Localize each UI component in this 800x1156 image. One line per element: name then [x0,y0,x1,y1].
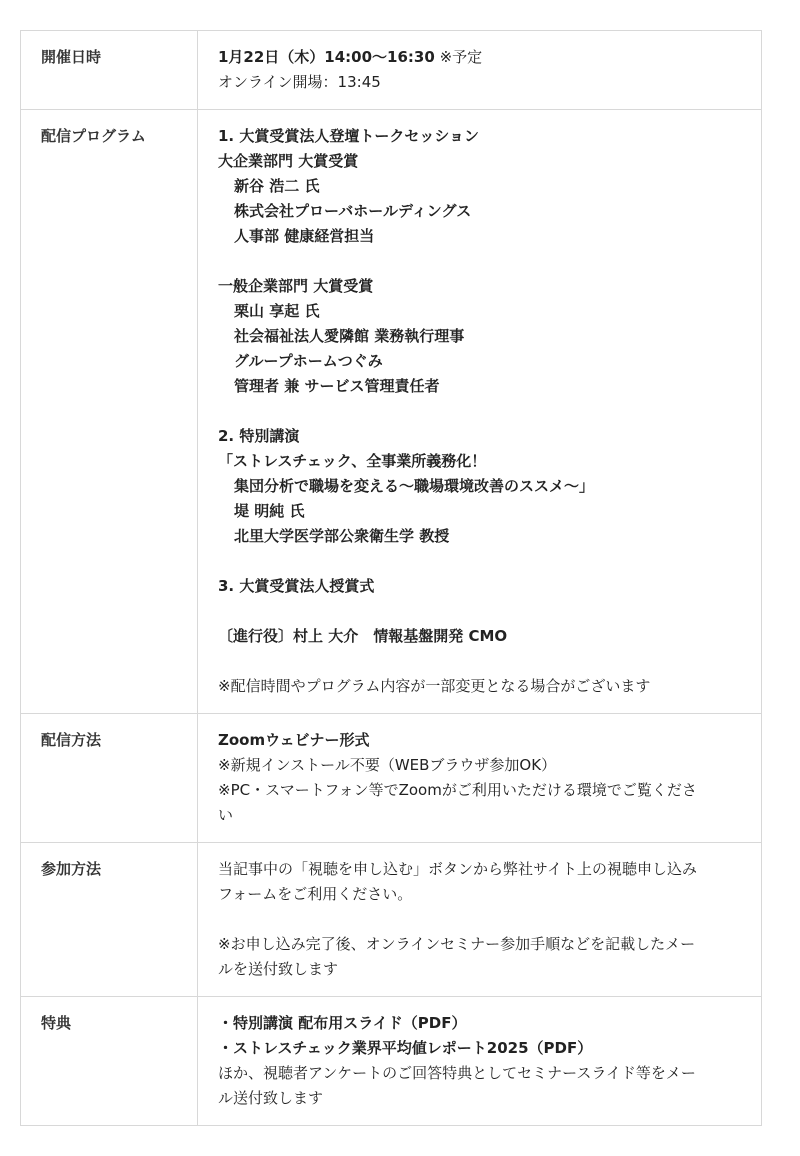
delivery-line: ※PC・スマートフォン等でZoomがご利用いただける環境でご覧くださ [218,781,697,799]
row-date-time [21,31,762,110]
row-value [198,31,762,110]
date-time-text: 1月22日（木）14:00〜16:30 [218,48,435,66]
date-line [218,45,741,70]
row-label: 配信方法 [21,714,198,843]
program-line: 2. 特別講演 [218,427,300,445]
program-spacer [218,599,741,624]
program-line: 北里大学医学部公衆衛生学 教授 [234,527,450,545]
participation-line: ルを送付致します [218,960,339,978]
program-line: 新谷 浩二 氏 [234,177,320,195]
row-delivery-method [21,714,762,843]
benefit-line: ル送付致します [218,1089,324,1107]
program-line: 株式会社プローバホールディングス [234,202,472,220]
program-line: 大企業部門 大賞受賞 [218,152,359,170]
program-line: 1. 大賞受賞法人登壇トークセッション [218,127,480,145]
opening-time-text: オンライン開場：13:45 [218,73,381,91]
row-value [198,714,762,843]
row-participation-method [21,843,762,997]
delivery-line: い [218,806,234,824]
program-line: 人事部 健康経営担当 [234,227,375,245]
program-line: 集団分析で職場を変える〜職場環境改善のススメ〜」 [234,477,595,495]
program-line: 社会福祉法人愛隣館 業務執行理事 [234,327,465,345]
participation-line: フォームをご利用ください。 [218,885,413,903]
row-label: 開催日時 [21,31,198,110]
benefit-line: ほか、視聴者アンケートのご回答特典としてセミナースライド等をメー [218,1064,696,1082]
row-value [198,997,762,1126]
program-line: 堤 明純 氏 [234,502,305,520]
row-value [198,843,762,997]
program-spacer [218,549,741,574]
date-note-text: ※予定 [434,48,483,66]
program-spacer [218,399,741,424]
program-spacer [218,249,741,274]
program-line: 管理者 兼 サービス管理責任者 [234,377,440,395]
program-line: 栗山 享起 氏 [234,302,320,320]
delivery-line: Zoomウェビナー形式 [218,731,370,749]
row-label: 特典 [21,997,198,1126]
program-line: 3. 大賞受賞法人授賞式 [218,577,375,595]
benefit-line: ・特別講演 配布用スライド（PDF） [218,1014,467,1032]
row-value [198,110,762,714]
row-benefits [21,997,762,1126]
participation-line: ※お申し込み完了後、オンラインセミナー参加手順などを記載したメー [218,935,696,953]
row-label: 配信プログラム [21,110,198,714]
program-spacer [218,649,741,674]
row-program [21,110,762,714]
row-label: 参加方法 [21,843,198,997]
program-line: 「ストレスチェック、全事業所義務化！ [218,452,487,470]
delivery-line: ※新規インストール不要（WEBブラウザ参加OK） [218,756,557,774]
program-note: ※配信時間やプログラム内容が一部変更となる場合がございます [218,677,651,695]
benefit-line: ・ストレスチェック業界平均値レポート2025（PDF） [218,1039,593,1057]
program-line: グループホームつぐみ [234,352,383,370]
program-line: 一般企業部門 大賞受賞 [218,277,374,295]
program-line: 〔進行役〕村上 大介 情報基盤開発 CMO [218,627,508,645]
participation-spacer [218,907,741,932]
event-info-table [20,30,762,1126]
participation-line: 当記事中の「視聴を申し込む」ボタンから弊社サイト上の視聴申し込み [218,860,697,878]
